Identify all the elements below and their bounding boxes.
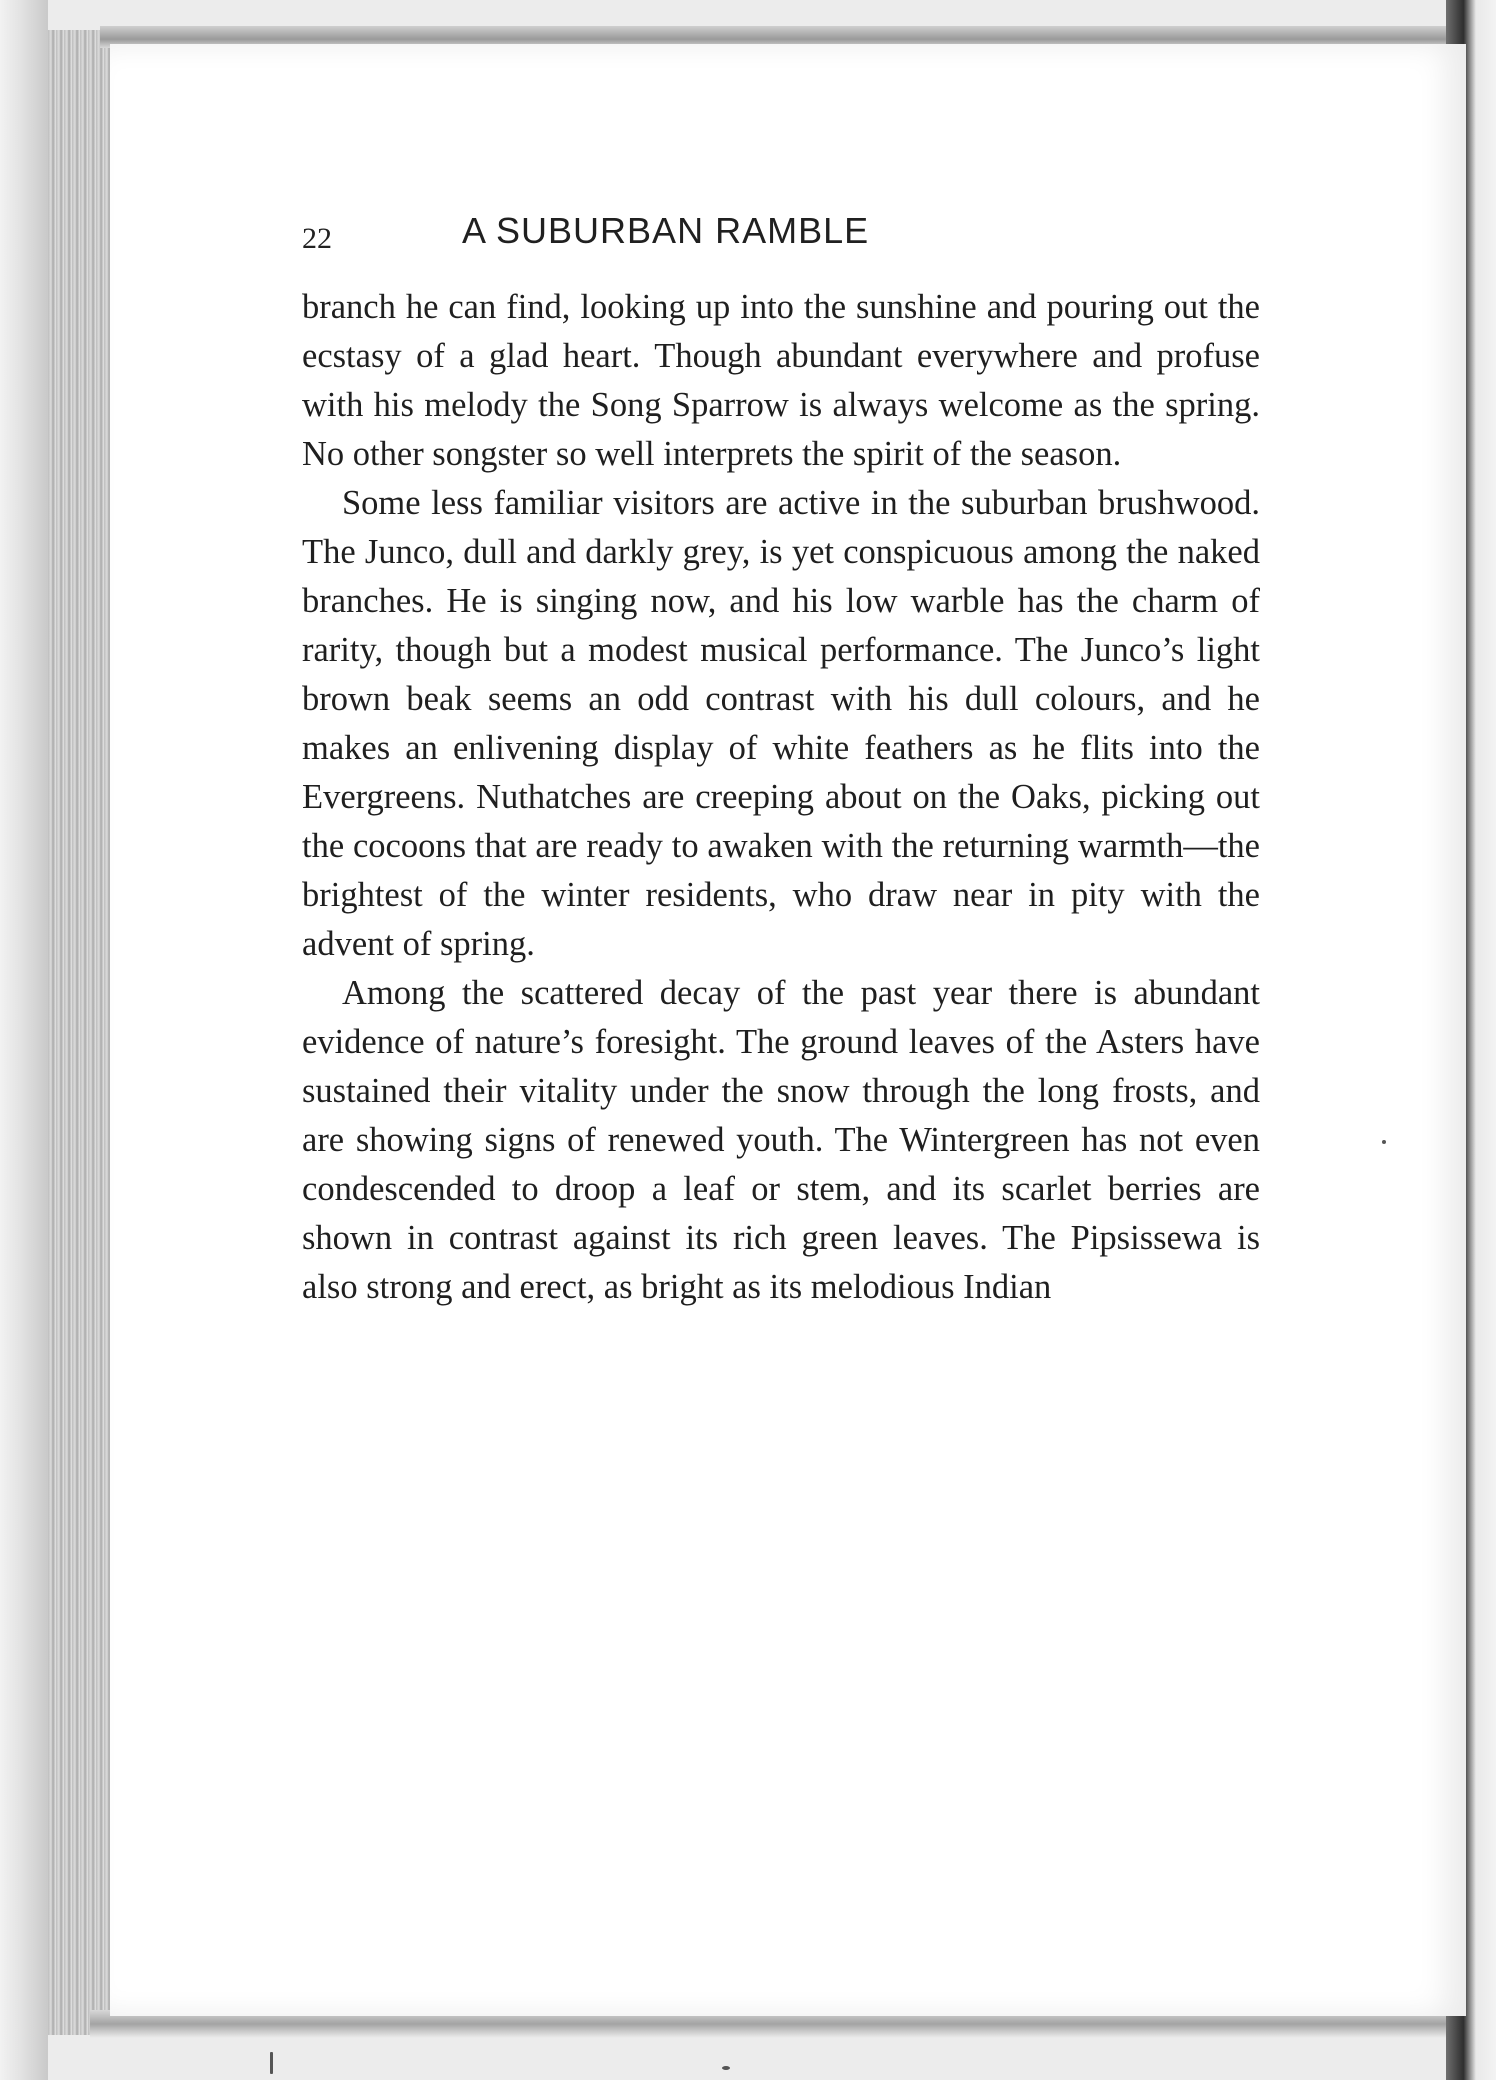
scan-speck xyxy=(722,2066,730,2070)
paragraph-2: Some less familiar visitors are active in the suburban brushwood. The Junco, dull and darkly grey, is yet conspicuous among the naked branches. He is singing now, and his low warble has the charm of rarity, though but a modest musical performance. The Junco’s light brown beak seems an odd contrast with his dull colours, and he makes an enlivening display of white feathers as he flits into the Evergreens. Nuthatches are creeping about on the Oaks, picking out the cocoons that are ready to awaken with the returning warmth—the brightest of the winter residents, who draw near in pity with the advent of spring. xyxy=(302,484,1260,963)
book-binding-left xyxy=(0,0,48,2080)
paragraph-3: Among the scattered decay of the past year there is abundant evidence of nature’s foresight. The ground leaves of the Asters have sustained their vitality under the snow through the long frosts, and are showing signs of renewed youth. The Wintergreen has not even condescended to droop a leaf or stem, and its scarlet berries are shown in contrast against its rich green leaves. The Pipsissewa is also strong and erect, as bright as its melodious Indian xyxy=(302,974,1260,1306)
paragraph-1: branch he can find, looking up into the sunshine and pouring out the ecstasy of a glad heart. Though abundant everywhere and profuse with his melody the Song Sparrow is always welcome as the spring. No other songster so well interprets the spirit of the season. xyxy=(302,288,1260,473)
page-edges-left xyxy=(48,30,118,2035)
page-number: 22 xyxy=(302,222,332,255)
scan-speck xyxy=(1382,1140,1386,1144)
scan-speck xyxy=(270,2052,273,2074)
running-head: A SUBURBAN RAMBLE xyxy=(462,210,870,251)
body-text xyxy=(302,283,1260,1312)
page-header xyxy=(302,210,1260,270)
